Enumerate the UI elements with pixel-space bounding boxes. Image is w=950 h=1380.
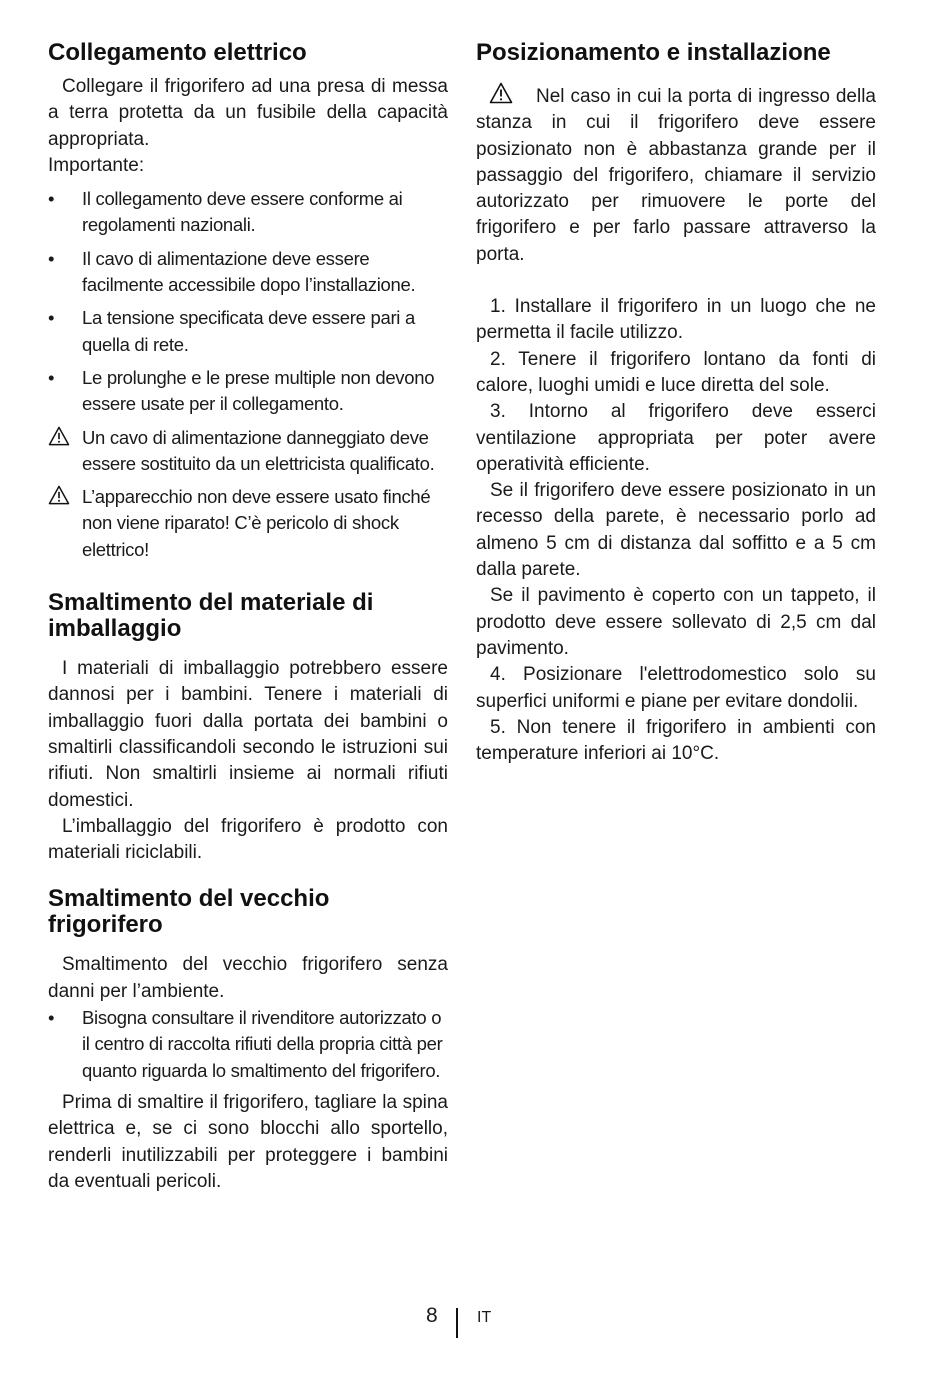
list-item-text: Bisogna consultare il rivenditore autorizzato o il centro di raccolta rifiuti della propria città per quanto riguarda lo smaltimento del frigorifero. [82, 1007, 443, 1081]
bullet-marker: • [48, 247, 55, 269]
warning-triangle-icon [476, 82, 536, 110]
warning-item [48, 484, 448, 563]
bullet-marker: • [48, 307, 55, 329]
list-item-text: Il collegamento deve essere conforme ai regolamenti nazionali. [82, 188, 403, 236]
installation-item: 3. Intorno al frigorifero deve esserci ventilazione appropriata per poter avere operatività efficiente. [476, 401, 876, 475]
installation-item: Se il pavimento è coperto con un tappeto, il prodotto deve essere sollevato di 2,5 cm dal pavimento. [476, 585, 876, 659]
installation-item: 5. Non tenere il frigorifero in ambienti con temperature inferiori ai 10°C. [476, 716, 876, 765]
page-footer [0, 1300, 950, 1340]
list-item [48, 1005, 448, 1084]
packaging-paragraph: I materiali di imballaggio potrebbero essere dannosi per i bambini. Tenere i materiali di imballaggio fuori dalla portata dei bambini o smaltirli classificandoli secondo le istruzioni sui rifiuti. Non smaltirli insieme ai normali rifiuti domestici. [48, 658, 448, 811]
installation-item: Se il frigorifero deve essere posizionato in un recesso della parete, è necessario porlo ad almeno 5 cm di distanza dal soffitto e a 5 cm dalla parete. [476, 480, 876, 581]
list-item [48, 305, 448, 358]
installation-item: 2. Tenere il frigorifero lontano da fonti di calore, luoghi umidi e luce diretta del sole. [476, 348, 876, 396]
list-item-text: La tensione specificata deve essere pari a quella di rete. [82, 307, 415, 355]
installation-item: 4. Posizionare l'elettrodomestico solo su superfici uniformi e piane per evitare dondolii. [476, 664, 876, 712]
installation-item: 1. Installare il frigorifero in un luogo che ne permetta il facile utilizzo. [476, 296, 876, 344]
section-title-electrical: Collegamento elettrico [48, 39, 307, 66]
footer-divider [456, 1308, 458, 1338]
warning-text: Un cavo di alimentazione danneggiato deve essere sostituito da un elettricista qualificato. [82, 426, 435, 474]
list-item [48, 365, 448, 418]
list-item [48, 246, 448, 299]
bullet-marker: • [48, 366, 55, 388]
old-fridge-paragraph: Prima di smaltire il frigorifero, tagliare la spina elettrica e, se ci sono blocchi allo sportello, renderli inutilizzabili per proteggere i bambini da eventuali pericoli. [48, 1091, 448, 1192]
section-title-installation: Posizionamento e installazione [476, 39, 831, 66]
section-title-old-fridge: Smaltimento del vecchio frigorifero [48, 885, 330, 939]
bullet-marker: • [48, 1007, 55, 1029]
list-item [48, 186, 448, 239]
list-item-text: Il cavo di alimentazione deve essere facilmente accessibile dopo l’installazione. [82, 247, 416, 296]
installation-warning-text: Nel caso in cui la porta di ingresso della stanza in cui il frigorifero deve essere posizionato non è abbastanza grande per il passaggio del frigorifero, chiamare il servizio autorizzato per rimuovere le porte del frigorifero e per farlo passare attraverso la porta. [476, 86, 876, 265]
page-number: 8 [426, 1304, 438, 1327]
warning-triangle-icon [48, 484, 82, 563]
list-item-text: Le prolunghe e le prese multiple non devono essere usate per il collegamento. [82, 366, 435, 415]
section-title-packaging: Smaltimento del materiale di imballaggio [48, 589, 374, 643]
packaging-paragraph: L’imballaggio del frigorifero è prodotto con materiali riciclabili. [48, 815, 448, 864]
right-column [476, 40, 876, 767]
warning-text: L’apparecchio non deve essere usato finché non viene riparato! C’è pericolo di shock elettrico! [82, 486, 431, 560]
bullet-marker: • [48, 188, 55, 210]
important-label: Importante: [48, 154, 145, 176]
warning-triangle-icon [48, 425, 82, 478]
electrical-intro: Collegare il frigorifero ad una presa di messa a terra protetta da un fusibile della capacità appropriata. [48, 76, 448, 150]
installation-warning [476, 82, 876, 268]
old-fridge-intro: Smaltimento del vecchio frigorifero senza danni per l’ambiente. [48, 954, 448, 1002]
left-column [48, 40, 448, 1195]
language-code: IT [477, 1309, 492, 1326]
warning-item [48, 425, 448, 478]
